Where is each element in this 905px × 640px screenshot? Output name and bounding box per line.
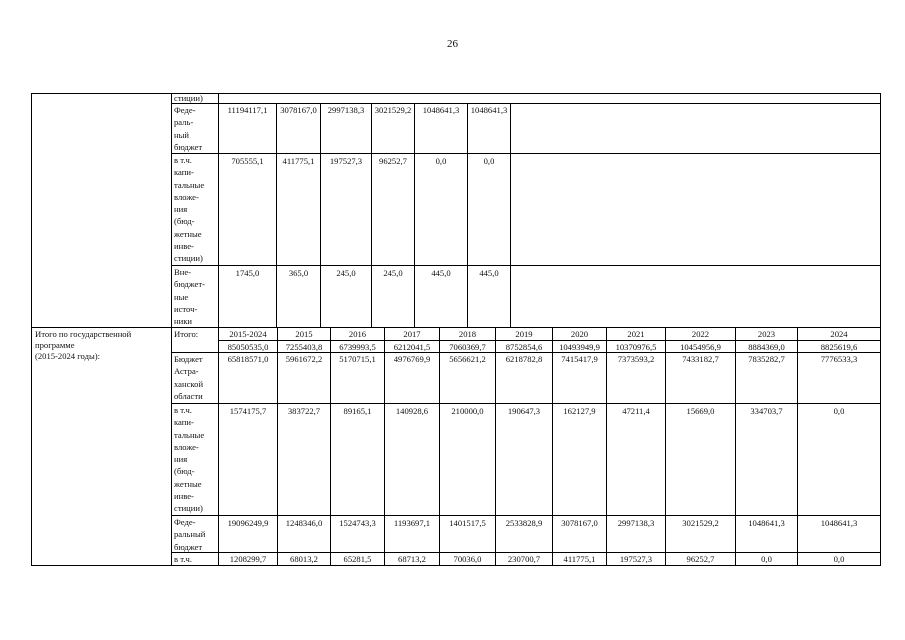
cell-value: 65818571,0 <box>227 354 269 364</box>
cell-value: 334703,7 <box>750 406 783 416</box>
cell-value: 1048641,3 <box>820 518 858 528</box>
cell-value: 1208299,7 <box>229 554 267 564</box>
total-value: 8752854,6 <box>505 342 543 352</box>
total-value: 8884369,0 <box>748 342 785 352</box>
total-value: 10454956,9 <box>680 342 721 352</box>
cell-value: 4976769,9 <box>393 354 431 364</box>
cell-value: 7415417,9 <box>561 354 598 364</box>
cell-value: 7433182,7 <box>682 354 719 364</box>
cell-value: 383722,7 <box>287 406 321 416</box>
cell-value: 0,0 <box>833 554 845 564</box>
total-value: 10370976,5 <box>615 342 657 352</box>
cell-value: 7835282,7 <box>748 354 785 364</box>
year-header: 2022 <box>691 329 710 339</box>
row-label-federal-budget: Феде- ральный бюджет <box>174 517 206 552</box>
cell-value: 411775,1 <box>563 554 596 564</box>
cell-value: 0,0 <box>435 156 447 166</box>
cell-value: 197527,3 <box>619 554 653 564</box>
cell-value: 3021529,2 <box>682 518 719 528</box>
year-header: 2018 <box>458 329 477 339</box>
cell-value: 210000,0 <box>451 406 484 416</box>
row-label-stitsii: стиции) <box>174 93 203 103</box>
cell-value: 65281,5 <box>343 554 372 564</box>
year-header: 2023 <box>757 329 776 339</box>
program-total-label: Итого по государственной программе (2015-2024 годы): <box>35 329 132 362</box>
cell-value: 445,0 <box>431 268 451 278</box>
cell-value: 445,0 <box>479 268 499 278</box>
cell-value: 11194117,1 <box>227 105 268 115</box>
year-header: 2019 <box>515 329 533 339</box>
total-value: 6739993,5 <box>339 342 376 352</box>
cell-value: 2997138,3 <box>327 105 365 115</box>
cell-value: 140928,6 <box>395 406 429 416</box>
row-label-federal-budget: Феде- раль- ный бюджет <box>174 105 203 152</box>
total-value: 85050535,0 <box>227 342 269 352</box>
cell-value: 1193697,1 <box>393 518 431 528</box>
row-label-regional-budget: Бюджет Астра- ханской области <box>174 354 204 401</box>
cell-value: 1048641,3 <box>748 518 785 528</box>
total-value: 10493949,9 <box>559 342 600 352</box>
cell-value: 68713,2 <box>398 554 426 564</box>
row-label-capital-investments: в т.ч. капи- тальные вложе- ния (бюд- жетные инве- стиции) <box>174 405 205 514</box>
year-header: 2015 <box>295 329 313 339</box>
row-label-including: в т.ч. <box>174 554 192 564</box>
cell-value: 1248346,0 <box>285 518 323 528</box>
cell-value: 411775,1 <box>282 156 315 166</box>
year-header: 2024 <box>830 329 848 339</box>
cell-value: 1745,0 <box>235 268 260 278</box>
cell-value: 197527,3 <box>329 156 363 166</box>
row-label-capital-investments: в т.ч. капи- тальные вложе- ния (бюд- жетные инве- стиции) <box>174 155 205 264</box>
cell-value: 2997138,3 <box>617 518 655 528</box>
year-header: 2015-2024 <box>229 329 267 339</box>
cell-value: 1524743,3 <box>339 518 376 528</box>
cell-value: 19096249,9 <box>227 518 269 528</box>
cell-value: 365,0 <box>288 268 309 278</box>
cell-value: 0,0 <box>483 156 495 166</box>
cell-value: 3021529,2 <box>374 105 412 115</box>
year-header: 2017 <box>403 329 421 339</box>
cell-value: 5170715,1 <box>339 354 376 364</box>
cell-value: 162127,9 <box>563 406 596 416</box>
cell-value: 2533828,9 <box>505 518 543 528</box>
cell-value: 245,0 <box>383 268 403 278</box>
cell-value: 0,0 <box>833 406 845 416</box>
cell-value: 3078167,0 <box>561 518 598 528</box>
cell-value: 190647,3 <box>507 406 541 416</box>
cell-value: 245,0 <box>336 268 356 278</box>
cell-value: 3078167,0 <box>280 105 317 115</box>
year-header: 2020 <box>570 329 589 339</box>
cell-value: 96252,7 <box>686 554 715 564</box>
cell-value: 6218782,8 <box>505 354 543 364</box>
row-label-extrabudgetary: Вне- бюджет- ные источ- ники <box>174 267 205 327</box>
total-header-label: Итого: <box>174 329 199 339</box>
cell-value: 5656621,2 <box>449 354 486 364</box>
cell-value: 15669,0 <box>686 406 715 416</box>
cell-value: 1401517,5 <box>449 518 486 528</box>
total-value: 6212041,5 <box>393 342 431 352</box>
year-header: 2021 <box>627 329 645 339</box>
cell-value: 1574175,7 <box>229 406 267 416</box>
cell-value: 68013,2 <box>290 554 318 564</box>
cell-value: 7776533,3 <box>820 354 858 364</box>
cell-value: 70036,0 <box>453 554 482 564</box>
cell-value: 1048641,3 <box>422 105 460 115</box>
cell-value: 1048641,3 <box>470 105 508 115</box>
total-value: 7255403,8 <box>285 342 323 352</box>
year-header: 2016 <box>348 329 367 339</box>
cell-value: 5961672,2 <box>285 354 323 364</box>
cell-value: 705555,1 <box>231 156 264 166</box>
cell-value: 96252,7 <box>379 156 407 166</box>
total-value: 8825619,6 <box>820 342 858 352</box>
total-value: 7060369,7 <box>449 342 486 352</box>
cell-value: 7373593,2 <box>617 354 655 364</box>
cell-value: 230700,7 <box>507 554 541 564</box>
page-number: 26 <box>447 38 458 50</box>
cell-value: 0,0 <box>761 554 772 564</box>
cell-value: 89165,1 <box>343 406 372 416</box>
cell-value: 47211,4 <box>622 406 650 416</box>
